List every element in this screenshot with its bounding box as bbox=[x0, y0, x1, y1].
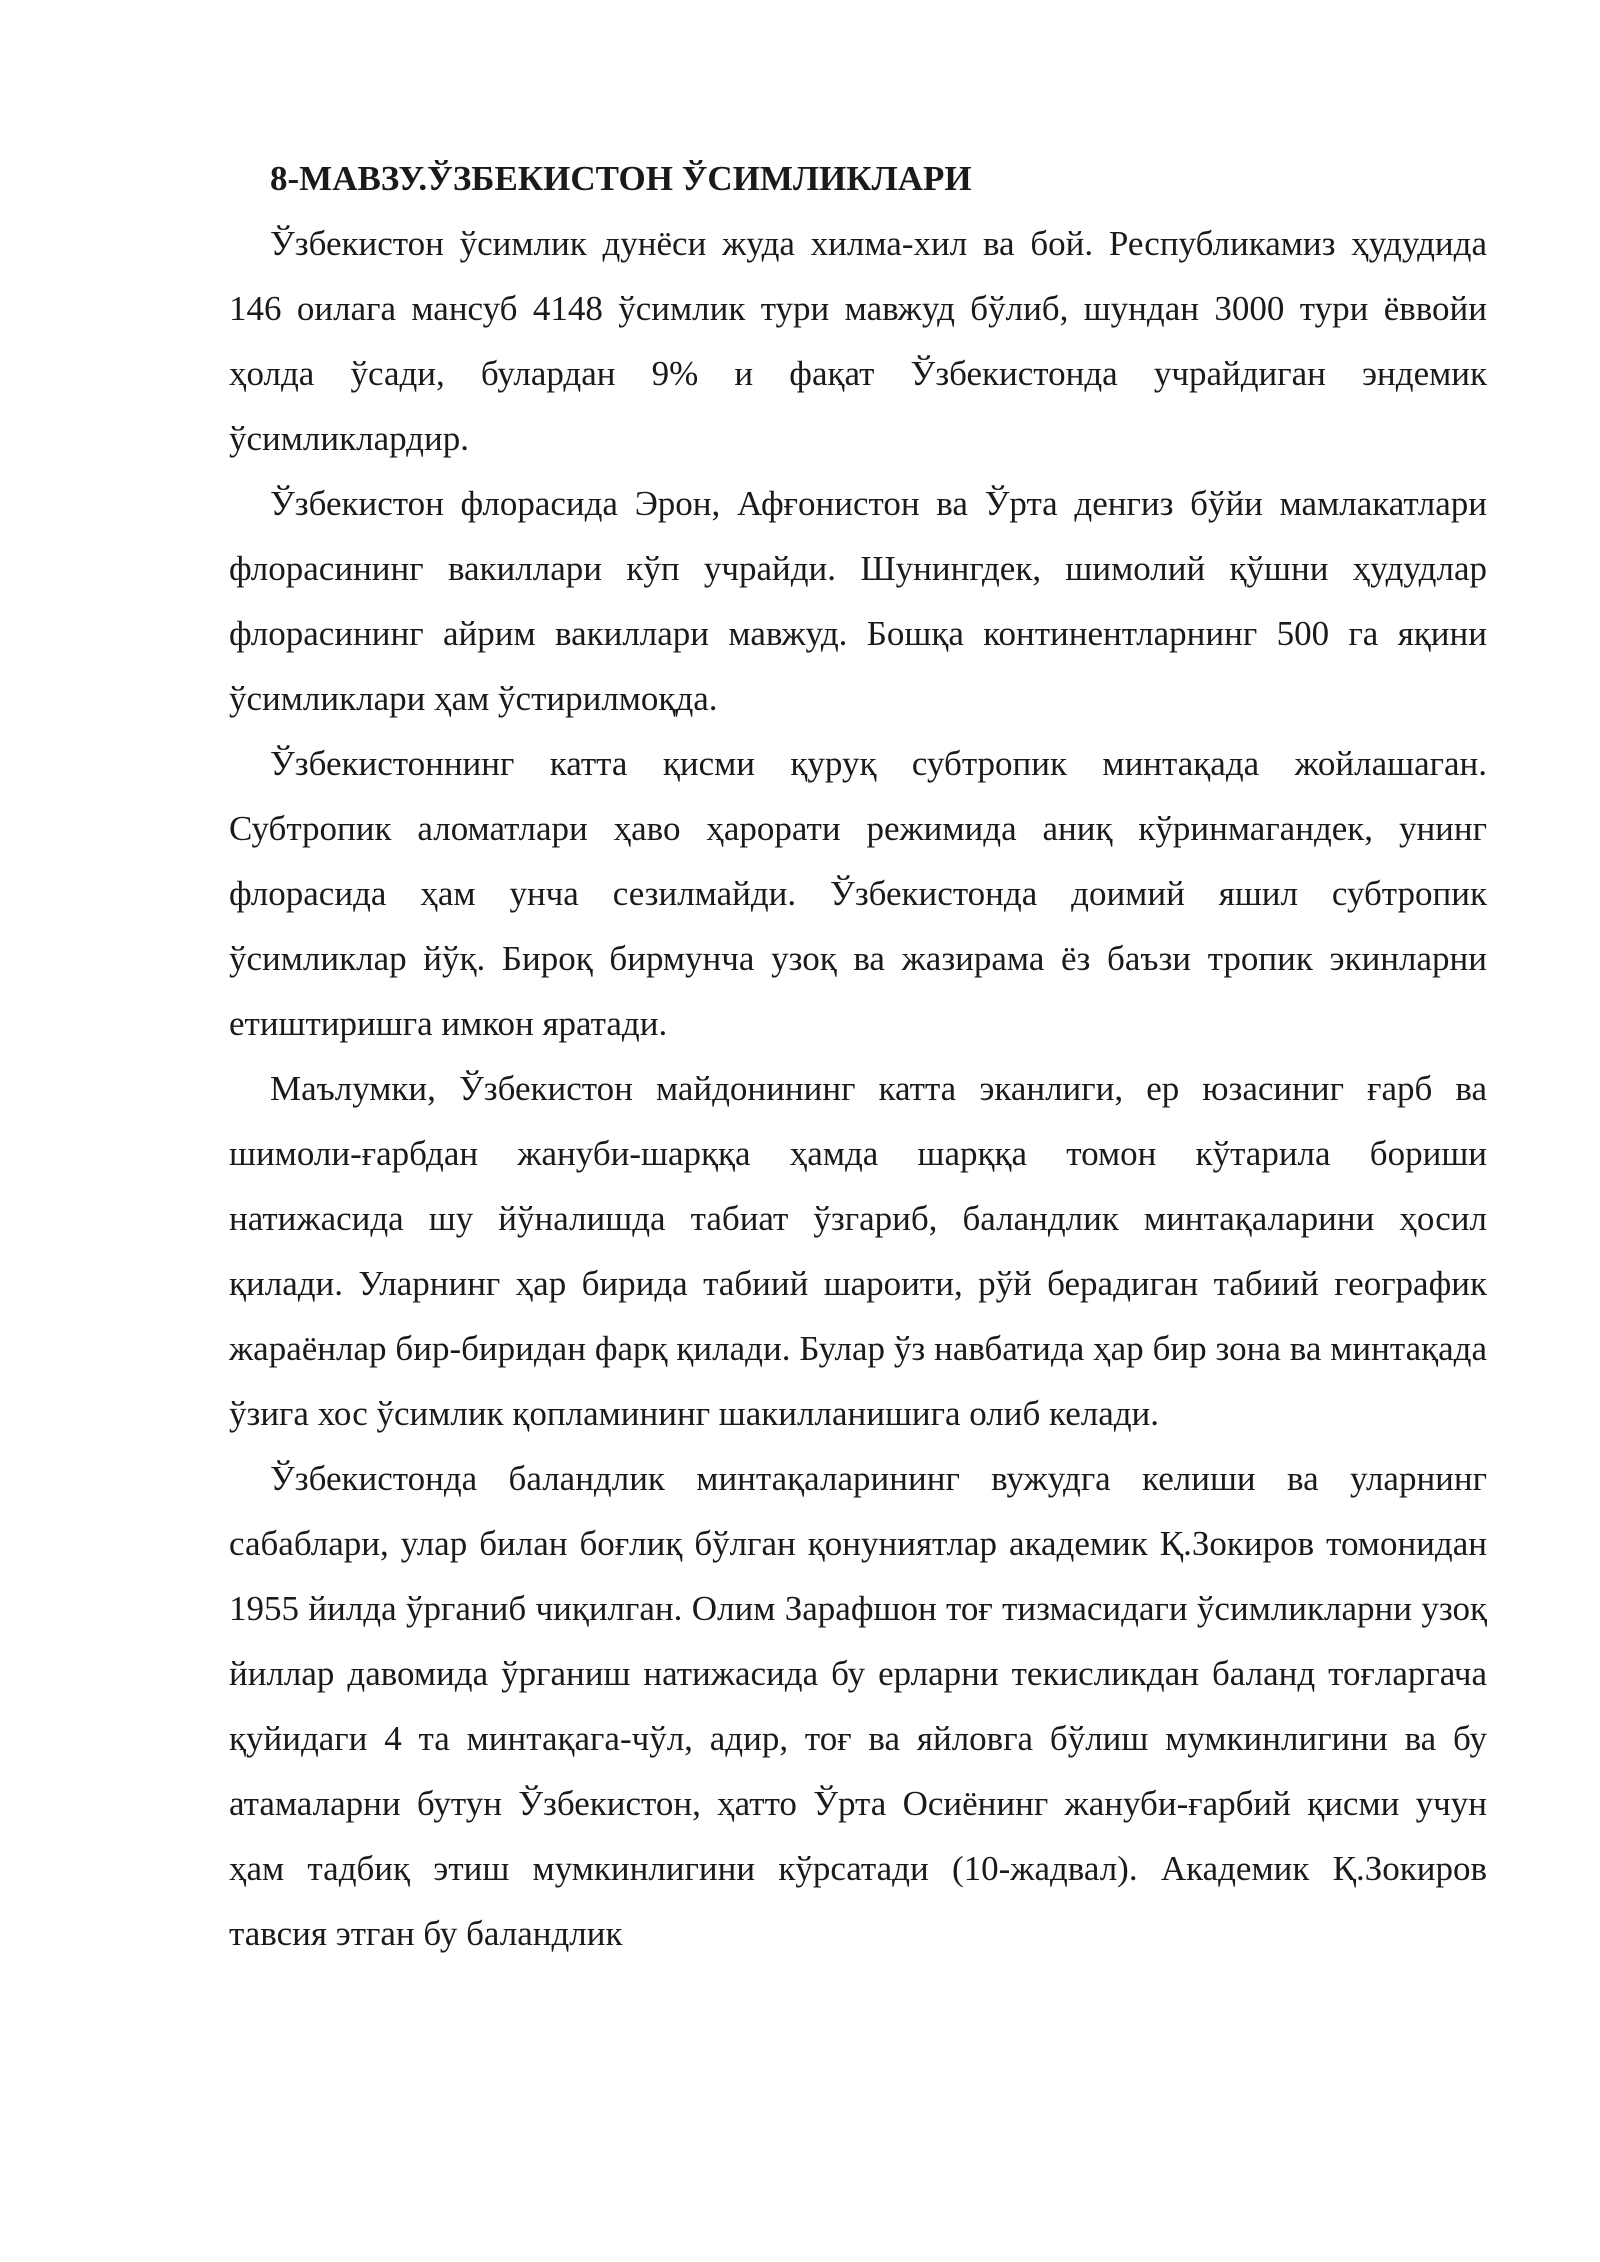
document-body bbox=[229, 146, 1487, 1966]
page-title: 8-МАВЗУ.ЎЗБЕКИСТОН ЎСИМЛИКЛАРИ bbox=[270, 159, 972, 198]
paragraph: Ўзбекистон ўсимлик дунёси жуда хилма-хил ва бой. Республикамиз ҳудудида 146 оилага мансуб 4148 ўсимлик тури мавжуд бўлиб, шундан 3000 тури ёввойи ҳолда ўсади, булардан 9% и фақат Ўзбекистонда учрайдиган эндемик ўсимликлардир. bbox=[229, 224, 1487, 458]
paragraph: Маълумки, Ўзбекистон майдонининг катта эканлиги, ер юзасиниг ғарб ва шимоли-ғарбдан жануби-шарққа ҳамда шарққа томон кўтарила бориши натижасида шу йўналишда табиат ўзгариб, баландлик минтақаларини ҳосил қилади. Уларнинг ҳар бирида табиий шароити, рўй берадиган табиий географик жараёнлар бир-биридан фарқ қилади. Булар ўз навбатида ҳар бир зона ва минтақада ўзига хос ўсимлик қопламининг шакилланишига олиб келади. bbox=[229, 1069, 1487, 1433]
paragraph: Ўзбекистон флорасида Эрон, Афғонистон ва Ўрта денгиз бўйи мамлакатлари флорасининг вакиллари кўп учрайди. Шунингдек, шимолий қўшни ҳудудлар флорасининг айрим вакиллари мавжуд. Бошқа континентларнинг 500 га яқини ўсимликлари ҳам ўстирилмоқда. bbox=[229, 484, 1487, 718]
paragraph: Ўзбекистонда баландлик минтақаларининг вужудга келиши ва уларнинг сабаблари, улар билан боғлиқ бўлган қонуниятлар академик Қ.Зокиров томонидан 1955 йилда ўрганиб чиқилган. Олим Зарафшон тоғ тизмасидаги ўсимликларни узоқ йиллар давомида ўрганиш натижасида бу ерларни текисликдан баланд тоғларгача қуйидаги 4 та минтақага-чўл, адир, тоғ ва яйловга бўлиш мумкинлигини ва бу атамаларни бутун Ўзбекистон, ҳатто Ўрта Осиёнинг жануби-ғарбий қисми учун ҳам тадбиқ этиш мумкинлигини кўрсатади (10-жадвал). Академик Қ.Зокиров тавсия этган бу баландлик bbox=[229, 1459, 1487, 1953]
paragraph: Ўзбекистоннинг катта қисми қуруқ субтропик минтақада жойлашаган. Субтропик аломатлари ҳаво ҳарорати режимида аниқ кўринмагандек, унинг флорасида ҳам унча сезилмайди. Ўзбекистонда доимий яшил субтропик ўсимликлар йўқ. Бироқ бирмунча узоқ ва жазирама ёз баъзи тропик экинларни етиштиришга имкон яратади. bbox=[229, 744, 1487, 1043]
